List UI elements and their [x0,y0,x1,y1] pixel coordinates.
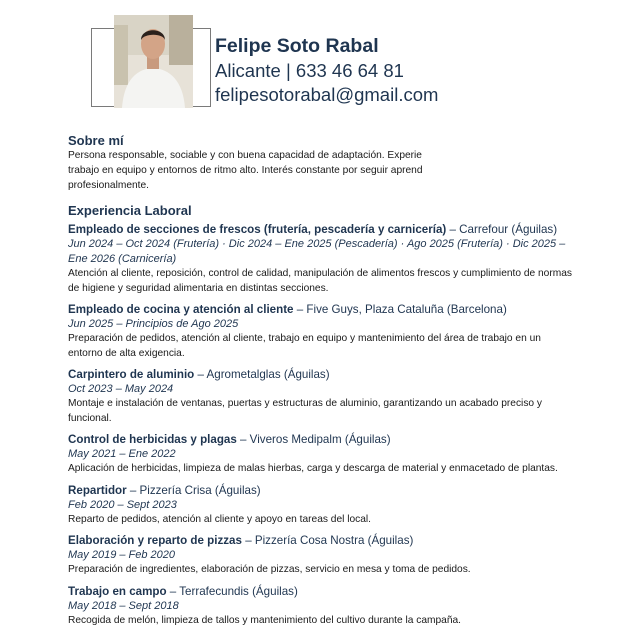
job-description: Reparto de pedidos, atención al cliente y apoyo en tareas del local. [68,513,371,525]
job-dates: Oct 2023 – May 2024 [68,383,174,395]
job-dates: May 2019 – Feb 2020 [68,549,176,561]
experience-heading [68,203,192,218]
job-header [68,302,572,317]
job-entry [68,432,572,477]
email: felipesotorabal@gmail.com [215,84,439,105]
job-entry [68,367,572,426]
job-role: Empleado de cocina y atención al cliente [68,303,294,316]
job-company: – Viveros Medipalm (Águilas) [236,433,391,446]
job-role: Repartidor [68,483,127,497]
job-header [68,367,572,382]
job-description: Preparación de pedidos, atención al cliente, trabajo en equipo y mantenimiento del área de trabajo en un entorno de alta exigencia. [68,333,541,359]
experience-list [68,222,572,634]
about-heading: Sobre mí [68,133,124,148]
job-role: Trabajo en campo [68,584,167,598]
job-entry [68,533,572,578]
about-text: Persona responsable, sociable y con buena capacidad de adaptación. Experie trabajo en equipo y entornos de ritmo alto. Interés constante por seguir aprend profesionalmente. [68,150,423,191]
job-description: Preparación de ingredientes, elaboración de pizzas, servicio en mesa y toma de pedidos. [68,564,471,575]
job-company: – Agrometalglas (Águilas) [194,368,330,381]
job-header [68,432,572,447]
job-company: – Five Guys, Plaza Cataluña (Barcelona) [293,303,507,316]
job-role: Empleado de secciones de frescos (frutería, pescadería y carnicería) [68,223,447,236]
job-description: Aplicación de herbicidas, limpieza de malas hierbas, carga y descarga de material y enmacetado de plantas. [68,463,558,474]
job-description: Recogida de melón, limpieza de tallos y mantenimiento del cultivo durante la campaña. [68,614,462,626]
candidate-name: Felipe Soto Rabal [215,35,379,57]
job-dates: Jun 2025 – Principios de Ago 2025 [68,318,239,330]
job-header [68,533,572,548]
job-role: Elaboración y reparto de pizzas [68,534,242,547]
job-header [68,483,572,498]
job-company: – Pizzería Crisa (Águilas) [126,483,261,497]
job-role: Carpintero de aluminio [68,368,195,381]
job-dates: May 2018 – Sept 2018 [68,599,179,612]
job-role: Control de herbicidas y plagas [68,433,237,446]
experience-heading-text: Experiencia Laboral [68,203,192,218]
job-entry [68,302,572,361]
job-description: Atención al cliente, reposición, control de calidad, manipulación de alimentos frescos y cumplimiento de normas de higiene y seguridad alimentaria en distintas secciones. [68,268,572,294]
job-header [68,222,572,237]
job-dates: Jun 2024 – Oct 2024 (Frutería) · Dic 2024 – Ene 2025 (Pescadería) · Ago 2025 (Frutería) · Dic 2025 – Ene 2026 (Carnicería) [68,238,566,265]
job-dates: Feb 2020 – Sept 2023 [68,498,177,511]
job-company: – Pizzería Cosa Nostra (Águilas) [241,534,414,547]
job-entry [68,584,572,629]
profile-photo [114,15,193,108]
job-header [68,584,572,599]
job-company: – Carrefour (Águilas) [446,223,558,236]
job-company: – Terrafecundis (Águilas) [166,584,298,598]
job-entry [68,222,572,296]
location-phone: Alicante | 633 46 64 81 [215,60,404,81]
job-dates: May 2021 – Ene 2022 [68,448,176,460]
job-description: Montaje e instalación de ventanas, puertas y estructuras de aluminio, garantizando un acabado preciso y funcional. [68,398,543,424]
job-entry [68,483,572,528]
